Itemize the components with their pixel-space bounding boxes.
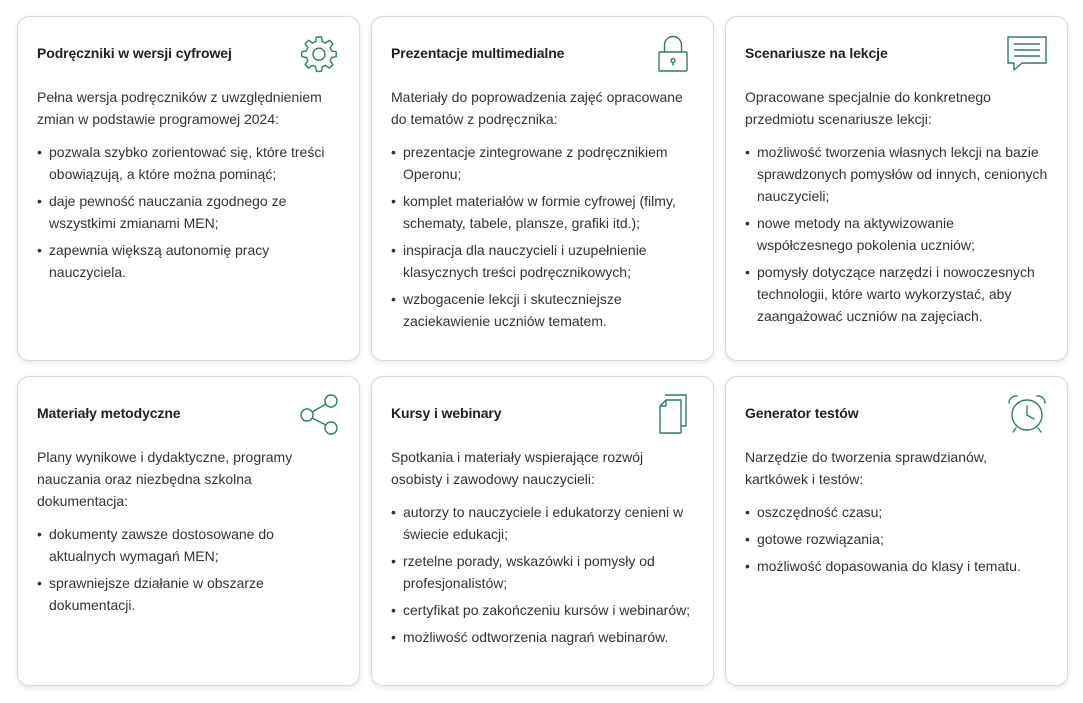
list-item: • dokumenty zawsze dostosowane do aktualnych wymagań MEN; [37, 523, 342, 567]
list-item: • autorzy to nauczyciele i edukatorzy cenieni w świecie edukacji; [391, 501, 696, 545]
card-intro: Pełna wersja podręczników z uwzględnieniem zmian w podstawie programowej 2024: [37, 89, 322, 127]
card-title: Scenariusze na lekcje [745, 45, 888, 61]
card-title: Materiały metodyczne [37, 405, 181, 421]
list-item: • inspiracja dla nauczycieli i uzupełnienie klasycznych treści podręcznikowych; [391, 239, 696, 283]
card-test-generator [725, 376, 1068, 686]
card-lesson-scenarios [725, 16, 1068, 361]
chat-icon [1006, 33, 1048, 75]
list-item: • daje pewność nauczania zgodnego ze wszystkimi zmianami MEN; [37, 190, 342, 234]
list-item: • możliwość dopasowania do klasy i tematu. [745, 555, 1050, 577]
list-item: • prezentacje zintegrowane z podręcznikiem Operonu; [391, 141, 696, 185]
list-item: • nowe metody na aktywizowanie współczesnego pokolenia uczniów; [745, 212, 1050, 256]
card-intro: Materiały do poprowadzenia zajęć opracowane do tematów z podręcznika: [391, 89, 683, 127]
card-list [37, 523, 341, 616]
list-item: • gotowe rozwiązania; [745, 528, 1050, 550]
card-list [745, 141, 1049, 327]
card-title: Prezentacje multimedialne [391, 45, 565, 61]
card-title: Generator testów [745, 405, 859, 421]
card-intro: Plany wynikowe i dydaktyczne, programy nauczania oraz niezbędna szkolna dokumentacja: [37, 449, 293, 509]
card-title: Podręczniki w wersji cyfrowej [37, 45, 232, 61]
card-list [391, 141, 695, 332]
card-list [745, 501, 1049, 577]
list-item: • sprawniejsze działanie w obszarze dokumentacji. [37, 572, 342, 616]
card-intro: Opracowane specjalnie do konkretnego przedmiotu scenariusze lekcji: [745, 89, 991, 127]
card-digital-textbooks [17, 16, 360, 361]
card-methodical-materials [17, 376, 360, 686]
card-list [37, 141, 341, 283]
list-item: • możliwość tworzenia własnych lekcji na bazie sprawdzonych pomysłów od innych, cenionych nauczycieli; [745, 141, 1050, 207]
lock-icon [652, 33, 694, 75]
card-list [391, 501, 695, 648]
list-item: • zapewnia większą autonomię pracy nauczyciela. [37, 239, 342, 283]
card-intro: Spotkania i materiały wspierające rozwój osobisty i zawodowy nauczycieli: [391, 449, 644, 487]
list-item: • możliwość odtworzenia nagrań webinarów. [391, 626, 696, 648]
alarm-clock-icon [1006, 393, 1048, 435]
list-item: • wzbogacenie lekcji i skuteczniejsze zaciekawienie uczniów tematem. [391, 288, 696, 332]
card-intro: Narzędzie do tworzenia sprawdzianów, kartkówek i testów: [745, 449, 988, 487]
card-multimedia-presentations [371, 16, 714, 361]
list-item: • oszczędność czasu; [745, 501, 1050, 523]
list-item: • pozwala szybko zorientować się, które treści obowiązują, a które można pominąć; [37, 141, 342, 185]
list-item: • certyfikat po zakończeniu kursów i webinarów; [391, 599, 696, 621]
list-item: • pomysły dotyczące narzędzi i nowoczesnych technologii, które warto wykorzystać, aby zaangażować uczniów na zajęciach. [745, 261, 1050, 327]
list-item: • komplet materiałów w formie cyfrowej (filmy, schematy, tabele, plansze, grafiki itd.); [391, 190, 696, 234]
documents-icon [652, 393, 694, 435]
list-item: • rzetelne porady, wskazówki i pomysły od profesjonalistów; [391, 550, 696, 594]
share-icon [298, 393, 340, 435]
card-title: Kursy i webinary [391, 405, 502, 421]
gear-icon [298, 33, 340, 75]
card-courses-webinars [371, 376, 714, 686]
